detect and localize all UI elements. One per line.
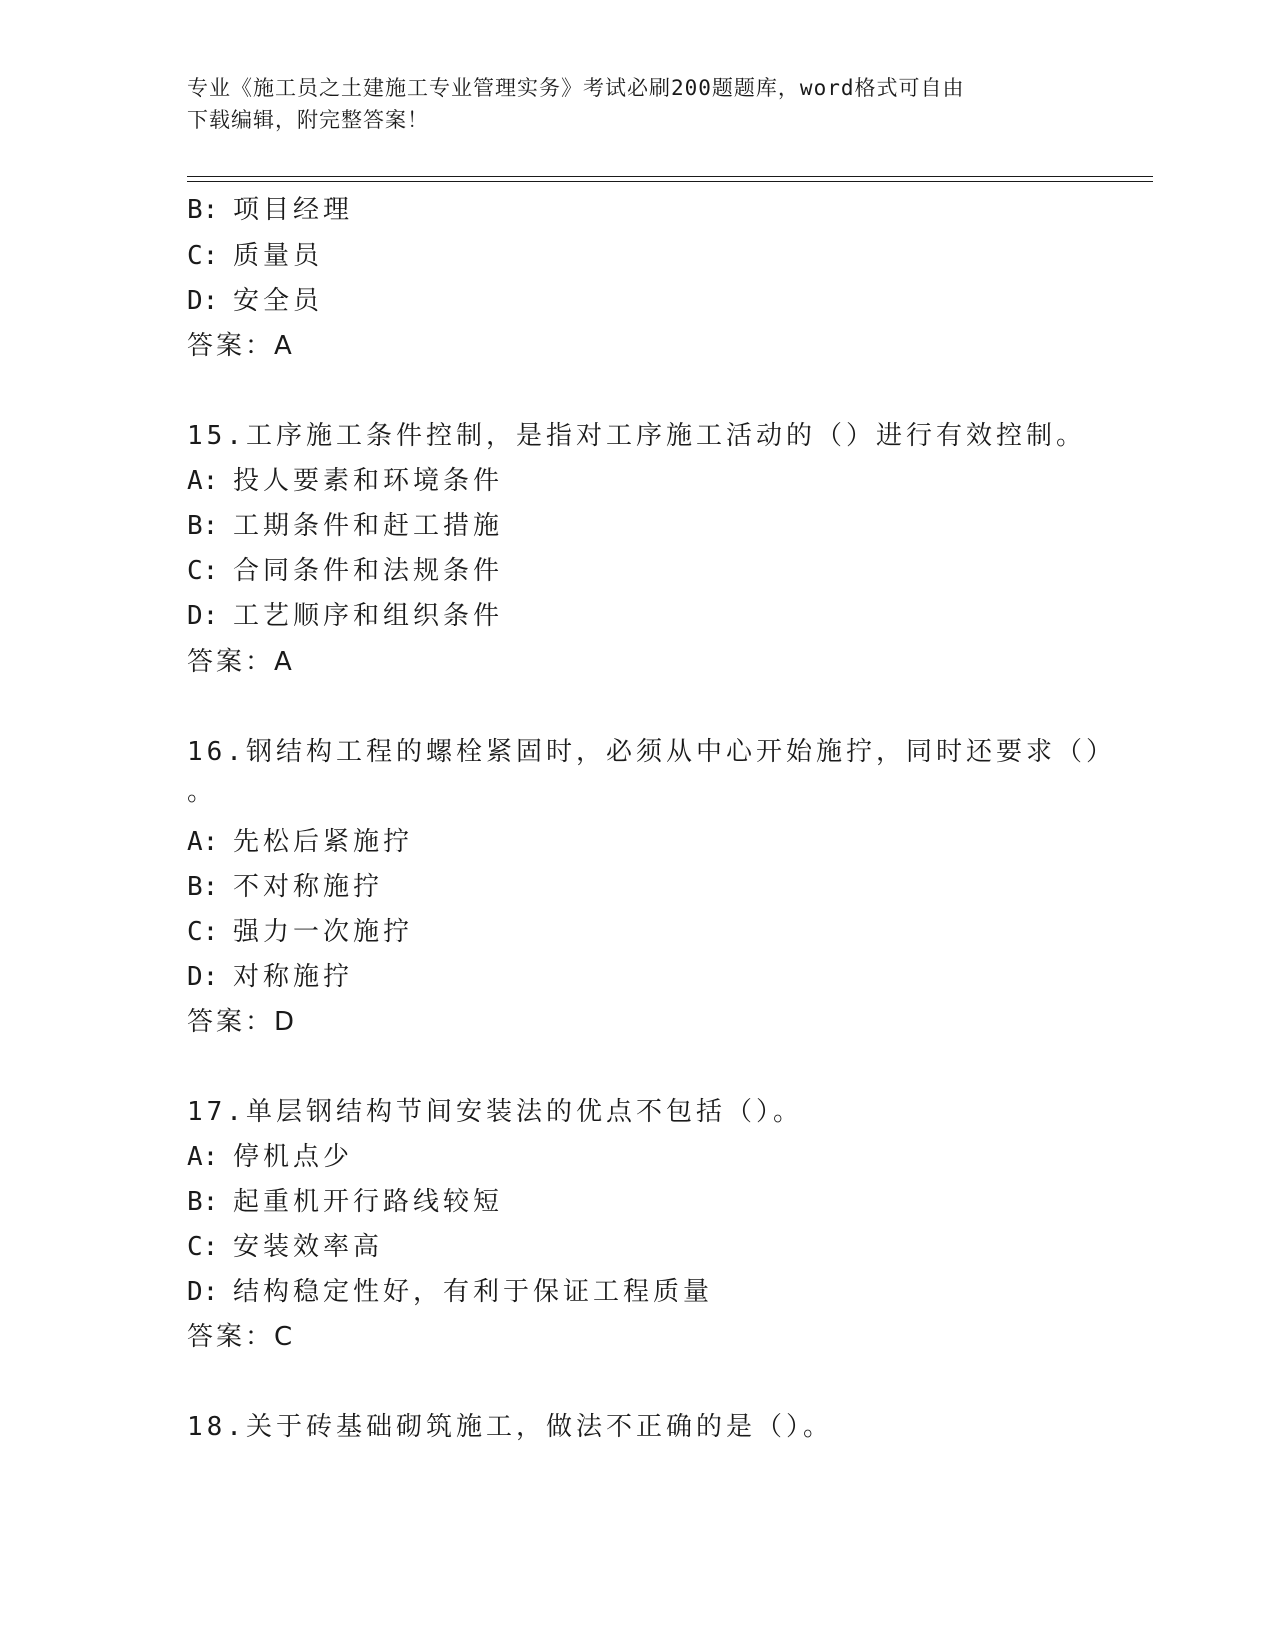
option-text: 安装效率高 bbox=[233, 1232, 384, 1262]
option-letter: D: bbox=[187, 601, 219, 631]
option-letter: C: bbox=[187, 556, 219, 586]
option-text: 停机点少 bbox=[233, 1142, 354, 1172]
option-letter: A: bbox=[187, 466, 219, 496]
option-text: 项目经理 bbox=[233, 195, 354, 225]
option-b bbox=[187, 870, 383, 904]
header-line-1: 专业《施工员之土建施工专业管理实务》考试必刷200题题库，word格式可自由 bbox=[187, 76, 965, 100]
question-stem: 17.单层钢结构节间安装法的优点不包括（）。 bbox=[187, 1097, 803, 1127]
question-stem: 15.工序施工条件控制，是指对工序施工活动的（）进行有效控制。 bbox=[187, 421, 1086, 451]
option-text: 对称施拧 bbox=[233, 962, 354, 992]
option-c bbox=[187, 239, 323, 273]
option-c bbox=[187, 915, 413, 949]
header-rule-bottom bbox=[187, 181, 1153, 182]
answer-line: 答案：C bbox=[187, 1322, 296, 1352]
option-d bbox=[187, 284, 323, 318]
option-letter: A: bbox=[187, 827, 219, 857]
option-letter: C: bbox=[187, 917, 219, 947]
option-text: 投人要素和环境条件 bbox=[233, 466, 504, 496]
option-letter: D: bbox=[187, 286, 219, 316]
option-b bbox=[187, 1185, 503, 1219]
option-text: 工期条件和赶工措施 bbox=[233, 511, 504, 541]
option-d bbox=[187, 1275, 713, 1309]
option-letter: B: bbox=[187, 872, 219, 902]
option-letter: B: bbox=[187, 511, 219, 541]
question-stem: 18.关于砖基础砌筑施工，做法不正确的是（）。 bbox=[187, 1412, 833, 1442]
option-c bbox=[187, 1230, 383, 1264]
option-letter: B: bbox=[187, 1187, 219, 1217]
option-text: 安全员 bbox=[233, 286, 324, 316]
answer-line: 答案：A bbox=[187, 331, 295, 361]
option-c bbox=[187, 554, 503, 588]
option-text: 不对称施拧 bbox=[233, 872, 384, 902]
option-d bbox=[187, 599, 503, 633]
option-b bbox=[187, 509, 503, 543]
option-letter: D: bbox=[187, 962, 219, 992]
option-text: 起重机开行路线较短 bbox=[233, 1187, 504, 1217]
option-d bbox=[187, 960, 353, 994]
option-a bbox=[187, 825, 413, 859]
header-line-2: 下载编辑，附完整答案！ bbox=[187, 108, 429, 132]
option-letter: C: bbox=[187, 241, 219, 271]
question-stem-continuation: 。 bbox=[187, 777, 218, 807]
option-b bbox=[187, 193, 353, 227]
option-letter: C: bbox=[187, 1232, 219, 1262]
option-text: 结构稳定性好，有利于保证工程质量 bbox=[233, 1277, 714, 1307]
option-a bbox=[187, 1140, 353, 1174]
answer-line: 答案：D bbox=[187, 1007, 298, 1037]
option-text: 先松后紧施拧 bbox=[233, 827, 414, 857]
option-a bbox=[187, 464, 503, 498]
answer-line: 答案：A bbox=[187, 647, 295, 677]
header-rule-top bbox=[187, 176, 1153, 177]
document-header bbox=[187, 72, 1067, 136]
option-letter: D: bbox=[187, 1277, 219, 1307]
option-text: 合同条件和法规条件 bbox=[233, 556, 504, 586]
question-stem: 16.钢结构工程的螺栓紧固时，必须从中心开始施拧，同时还要求（） bbox=[187, 737, 1116, 767]
option-letter: A: bbox=[187, 1142, 219, 1172]
option-letter: B: bbox=[187, 195, 219, 225]
option-text: 工艺顺序和组织条件 bbox=[233, 601, 504, 631]
option-text: 质量员 bbox=[233, 241, 324, 271]
option-text: 强力一次施拧 bbox=[233, 917, 414, 947]
